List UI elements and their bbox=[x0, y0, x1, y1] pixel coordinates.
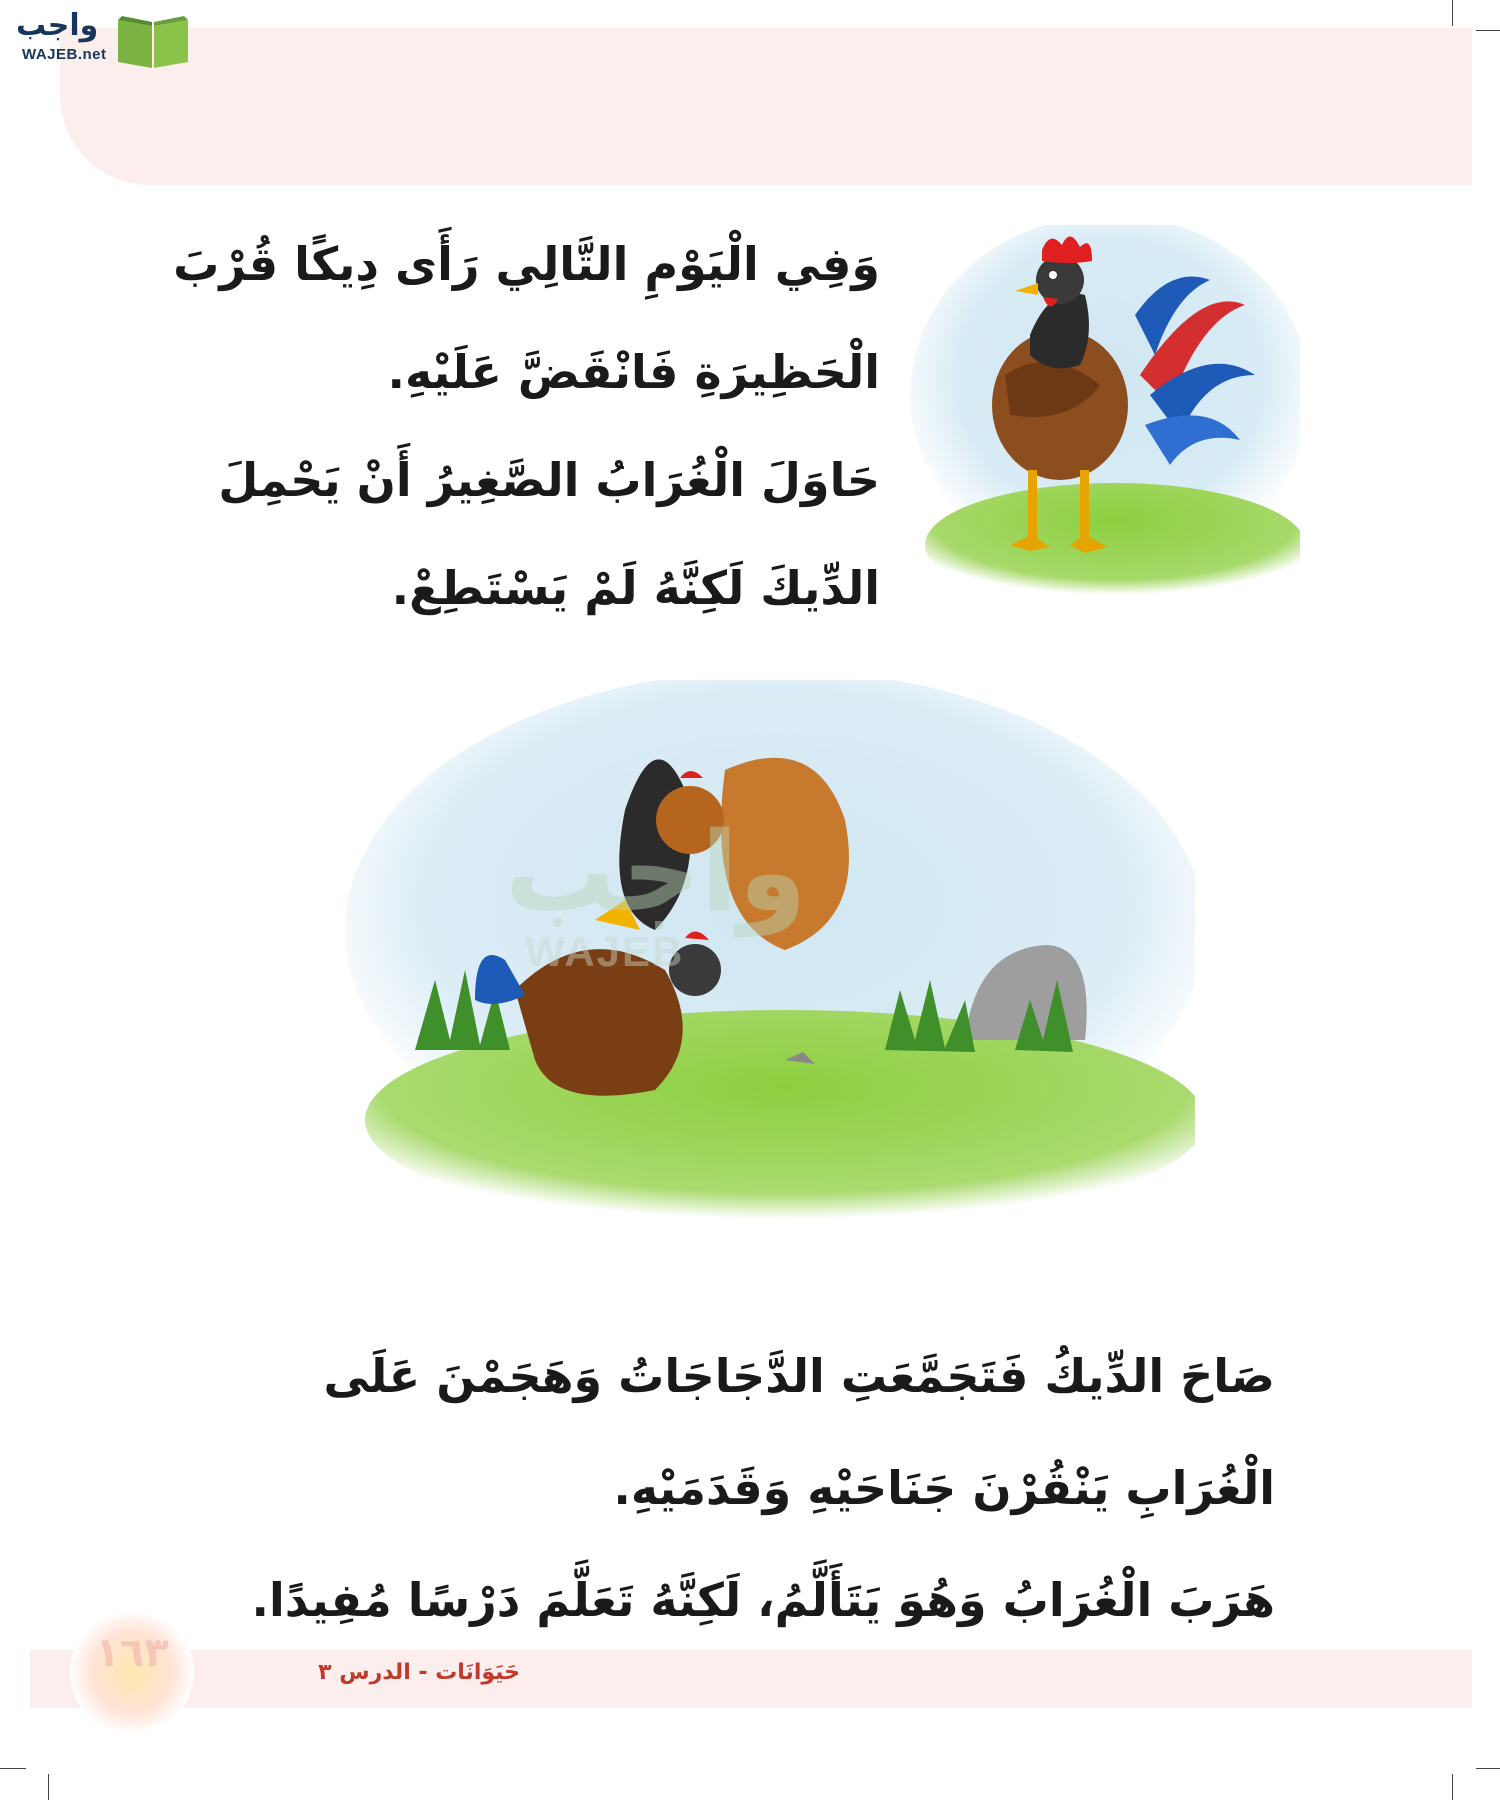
story-line: هَرَبَ الْغُرَابُ وَهُوَ يَتَأَلَّمُ، لَكِنَّهُ تَعَلَّمَ دَرْسًا مُفِيدًا. bbox=[251, 1573, 1275, 1627]
crop-mark bbox=[48, 1774, 49, 1800]
story-line: الْحَظِيرَةِ فَانْقَضَّ عَلَيْهِ. bbox=[387, 345, 880, 399]
story-line: صَاحَ الدِّيكُ فَتَجَمَّعَتِ الدَّجَاجَاتُ وَهَجَمْنَ عَلَى bbox=[323, 1349, 1275, 1403]
site-logo[interactable] bbox=[8, 8, 188, 70]
crop-mark bbox=[0, 1768, 26, 1769]
story-paragraph-1 bbox=[160, 210, 880, 642]
book-icon bbox=[112, 12, 194, 70]
crop-mark bbox=[1452, 1774, 1453, 1800]
story-line: الْغُرَابِ يَنْقُرْنَ جَنَاحَيْهِ وَقَدَمَيْهِ. bbox=[613, 1461, 1275, 1515]
logo-latin-text: WAJEB.net bbox=[22, 46, 107, 63]
crop-mark bbox=[1452, 0, 1453, 26]
rooster-illustration bbox=[910, 225, 1300, 605]
watermark-arabic-text: واجب bbox=[505, 808, 807, 936]
page-number: ١٦٣ bbox=[95, 1630, 169, 1676]
story-line: وَفِي الْيَوْمِ التَّالِي رَأَى دِيكًا قُرْبَ bbox=[173, 237, 880, 291]
top-header-band bbox=[60, 28, 1472, 185]
logo-arabic-text: واجب bbox=[16, 8, 99, 43]
story-line: حَاوَلَ الْغُرَابُ الصَّغِيرُ أَنْ يَحْمِلَ bbox=[218, 453, 880, 507]
crop-mark bbox=[1476, 30, 1500, 31]
story-paragraph-2 bbox=[251, 1320, 1275, 1656]
story-line: الدِّيكَ لَكِنَّهُ لَمْ يَسْتَطِعْ. bbox=[391, 561, 880, 615]
wajeb-watermark bbox=[505, 808, 1005, 978]
lesson-label: حَيَوَانَات - الدرس ٣ bbox=[318, 1660, 520, 1685]
watermark-latin-text: WAJEB bbox=[525, 928, 685, 975]
bottom-footer-band bbox=[30, 1650, 1472, 1708]
crop-mark bbox=[1476, 1768, 1500, 1769]
